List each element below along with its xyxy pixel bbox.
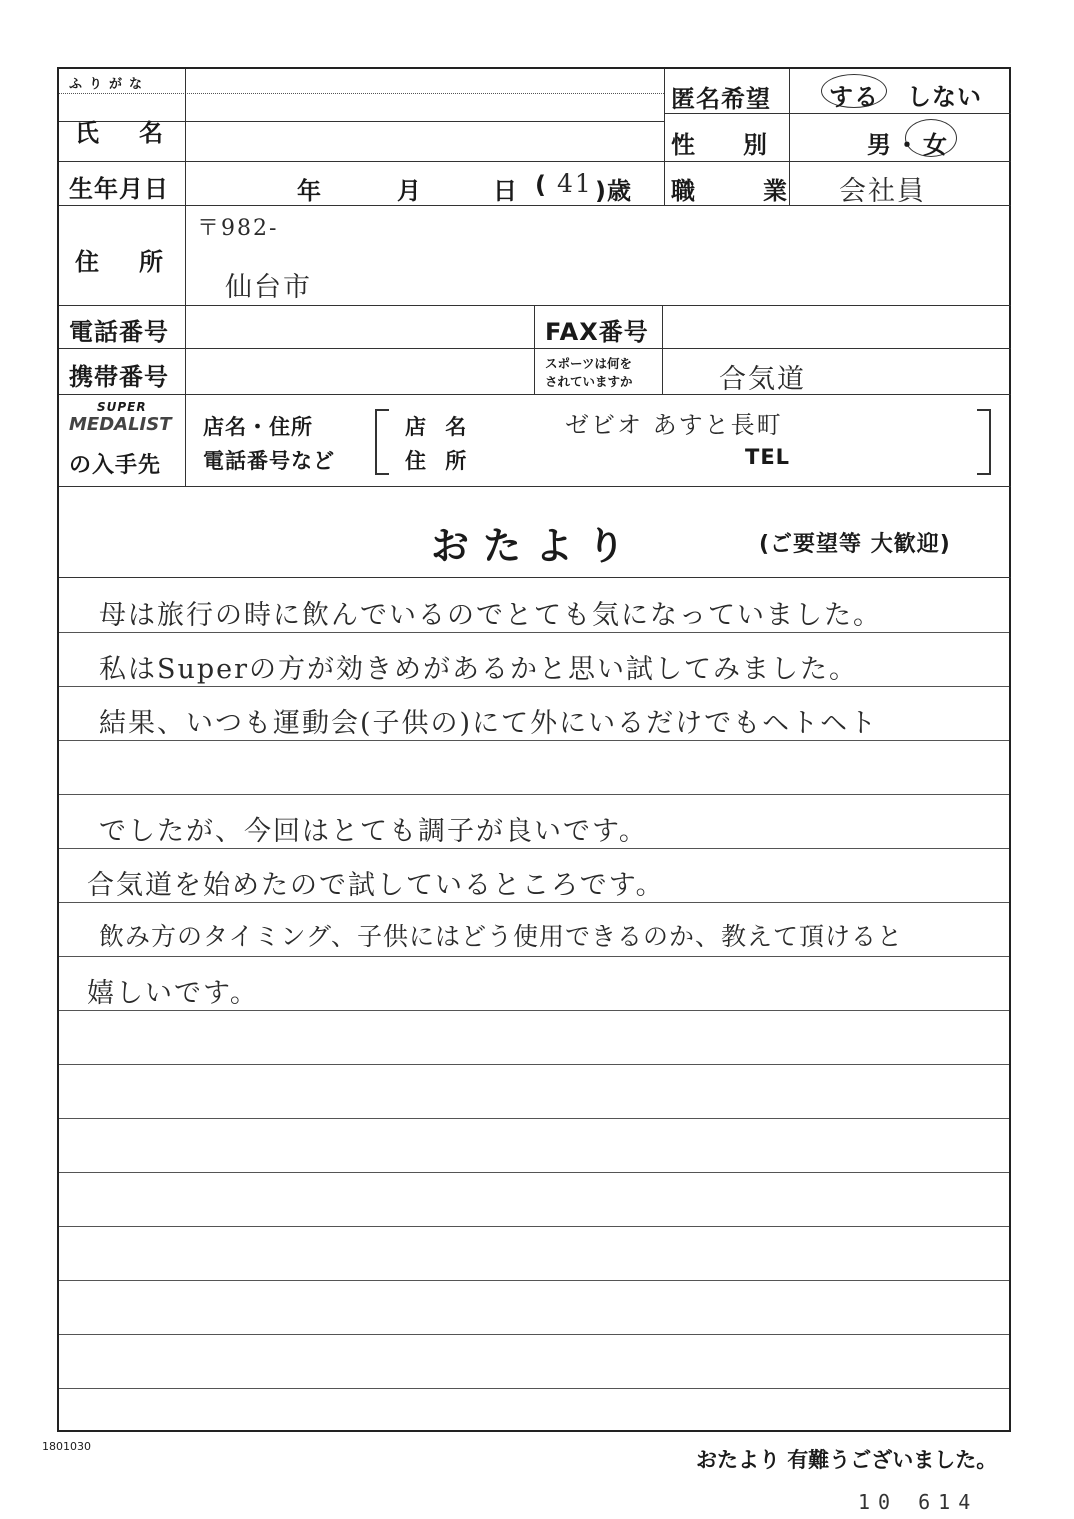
otayori-subtitle: (ご要望等 大歓迎): [759, 532, 951, 557]
gender-label: 性 別: [671, 131, 779, 159]
store-hint-2: 電話番号など: [203, 449, 335, 473]
gender-value[interactable]: 男・女: [867, 131, 951, 159]
name-field[interactable]: [189, 95, 659, 157]
divider: [662, 305, 663, 394]
bracket-right: [977, 409, 991, 475]
age-value: 41: [557, 169, 593, 198]
sport-question-1: スポーツは何を: [545, 356, 633, 371]
bracket-left: [375, 409, 389, 475]
logo-super: SUPER: [97, 400, 147, 414]
year-label: 年: [297, 177, 322, 205]
letter-area: [59, 577, 1009, 1432]
name-label: 氏 名: [75, 119, 171, 147]
job-value: 会社員: [839, 176, 926, 207]
logo-obtain-label: の入手先: [69, 453, 162, 478]
letter-line: 母は旅行の時に飲んでいるのでとても気になっていました。: [99, 600, 882, 631]
store-address-label: 住 所: [405, 449, 473, 473]
divider: [534, 305, 535, 394]
letter-line: 嬉しいです。: [87, 978, 259, 1009]
store-name-value: ゼビオ あすと長町: [565, 411, 783, 439]
letter-line: 私はSuperの方が効きめがあるかと思い試してみました。: [99, 654, 859, 685]
divider: [59, 394, 1011, 395]
divider: [664, 69, 665, 205]
thanks-message: おたより 有難うございました。: [696, 1448, 998, 1472]
city-value: 仙台市: [225, 272, 312, 303]
age-close: )歳: [595, 177, 632, 205]
divider: [185, 69, 186, 486]
job-label: 職 業: [671, 177, 809, 205]
sport-value: 合気道: [719, 364, 806, 395]
form-code: 1801030: [42, 1440, 91, 1453]
month-label: 月: [397, 177, 422, 205]
furigana-divider: [59, 93, 664, 94]
tel-label: TEL: [745, 445, 791, 469]
otayori-title: おたより: [431, 524, 640, 568]
fax-label: FAX番号: [545, 318, 649, 346]
divider: [59, 486, 1011, 487]
phone-label: 電話番号: [69, 318, 169, 346]
divider: [59, 348, 1011, 349]
store-name-label: 店 名: [405, 415, 473, 439]
divider: [59, 161, 1011, 162]
serial-number: 10 614: [858, 1490, 979, 1514]
anonymous-no[interactable]: しない: [907, 83, 982, 111]
anonymous-label: 匿名希望: [671, 85, 771, 113]
survey-form: [57, 67, 1011, 1432]
birthdate-label: 生年月日: [69, 175, 169, 203]
day-label: 日: [493, 177, 518, 205]
letter-line: 結果、いつも運動会(子供の)にて外にいるだけでもヘトヘト: [99, 708, 879, 739]
postal-code: 〒982-: [197, 216, 279, 241]
sport-question-2: されていますか: [545, 374, 633, 389]
letter-line: 合気道を始めたので試しているところです。: [87, 870, 665, 901]
logo-medalist: MEDALIST: [69, 414, 172, 435]
store-hint-1: 店名・住所: [203, 415, 313, 439]
letter-line: 飲み方のタイミング、子供にはどう使用できるのか、教えて頂けると: [99, 922, 904, 951]
letter-line: でしたが、今回はとても調子が良いです。: [99, 816, 648, 847]
age-open: (: [535, 171, 547, 199]
address-label: 住 所: [75, 248, 171, 276]
furigana-label: ふりがな: [69, 77, 150, 92]
mobile-label: 携帯番号: [69, 363, 169, 391]
anonymous-yes[interactable]: する: [829, 83, 879, 111]
divider: [59, 305, 1011, 306]
